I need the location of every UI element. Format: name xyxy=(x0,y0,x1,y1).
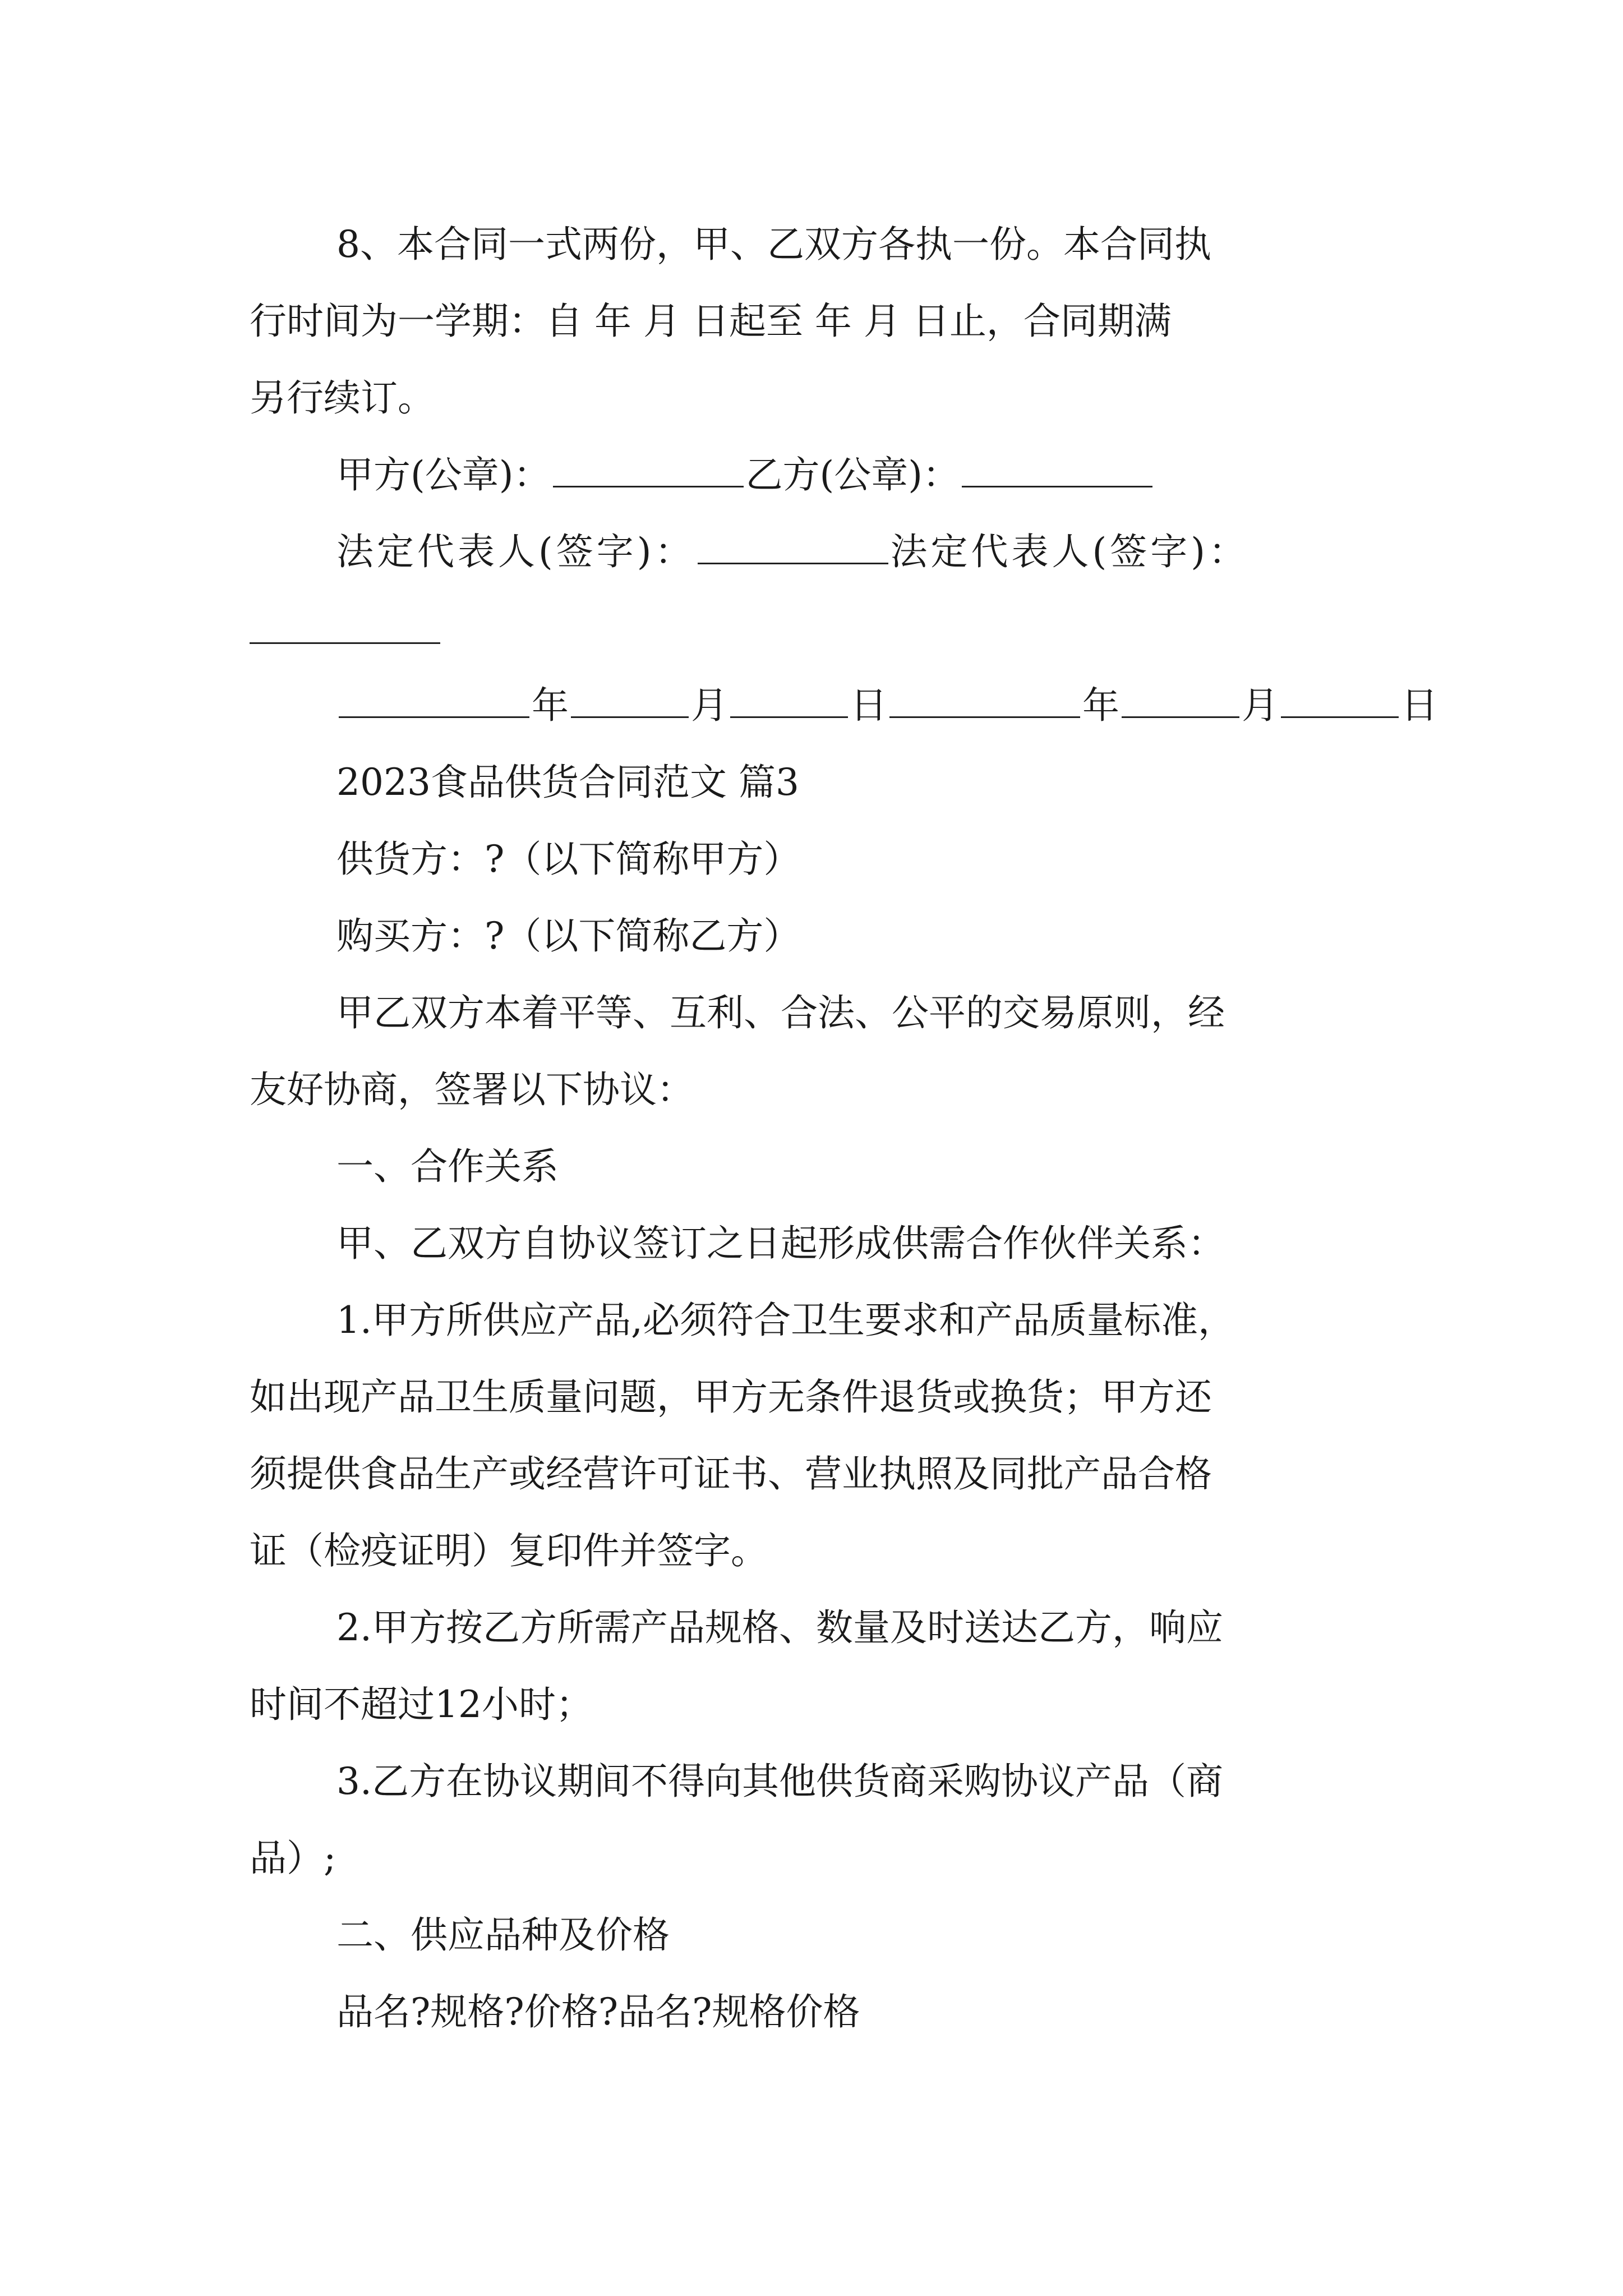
item-1-line-2: 如出现产品卫生质量问题，甲方无条件退货或换货；甲方还 xyxy=(250,1375,1212,1419)
party-a-day-blank xyxy=(730,688,848,718)
party-a-month-label: 月 xyxy=(691,684,728,727)
party-b-year-label: 年 xyxy=(1082,684,1119,727)
party-b-rep-blank xyxy=(250,642,440,644)
date-line xyxy=(336,684,1438,727)
supplier-line: 供货方：?（以下简称甲方） xyxy=(336,838,801,881)
intro-line-1: 甲乙双方本着平等、互利、合法、公平的交易原则，经 xyxy=(336,991,1225,1034)
party-a-month-blank xyxy=(571,688,689,718)
party-a-seal-blank xyxy=(553,458,744,487)
item-3-line-1: 3.乙方在协议期间不得向其他供货商采购协议产品（商 xyxy=(336,1760,1223,1803)
party-b-seal-label: 乙方(公章)： xyxy=(745,453,960,496)
item-1-line-4: 证（检疫证明）复印件并签字。 xyxy=(250,1529,768,1572)
cooperation-statement: 甲、乙双方自协议签订之日起形成供需合作伙伴关系： xyxy=(336,1222,1225,1265)
item-1-line-1: 1.甲方所供应产品,必须符合卫生要求和产品质量标准， xyxy=(336,1299,1235,1342)
item-1-line-3: 须提供食品生产或经营许可证书、营业执照及同批产品合格 xyxy=(250,1452,1212,1496)
product-table-header: 品名?规格?价格?品名?规格价格 xyxy=(336,1990,860,2033)
buyer-line: 购买方：?（以下简称乙方） xyxy=(336,914,801,958)
seal-line xyxy=(336,453,1155,496)
party-b-seal-blank xyxy=(962,458,1152,487)
section-title: 2023食品供货合同范文 篇3 xyxy=(336,761,799,804)
party-b-rep-label: 法定代表人(签字)： xyxy=(890,530,1249,573)
party-b-day-label: 日 xyxy=(1401,684,1438,727)
party-a-day-label: 日 xyxy=(850,684,887,727)
party-a-year-label: 年 xyxy=(532,684,569,727)
intro-line-2: 友好协商，签署以下协议： xyxy=(250,1068,694,1111)
clause-8-line-1: 8、本合同一式两份，甲、乙双方各执一份。本合同执 xyxy=(336,223,1211,266)
party-b-month-label: 月 xyxy=(1242,684,1279,727)
party-a-seal-label: 甲方(公章)： xyxy=(336,453,551,496)
item-3-line-2: 品）; xyxy=(250,1837,336,1880)
party-b-day-blank xyxy=(1281,688,1399,718)
heading-products-prices: 二、供应品种及价格 xyxy=(336,1913,670,1957)
party-b-month-blank xyxy=(1122,688,1239,718)
party-a-rep-blank xyxy=(698,535,888,564)
party-a-rep-label: 法定代表人(签字)： xyxy=(336,530,695,573)
clause-8-line-2: 行时间为一学期：自 年 月 日起至 年 月 日止，合同期满 xyxy=(250,300,1172,343)
item-2-line-2: 时间不超过12小时； xyxy=(250,1683,593,1726)
item-2-line-1: 2.甲方按乙方所需产品规格、数量及时送达乙方，响应 xyxy=(336,1606,1223,1649)
party-a-year-blank xyxy=(339,688,529,718)
party-b-year-blank xyxy=(889,688,1080,718)
clause-8-line-3: 另行续订。 xyxy=(250,376,435,420)
heading-cooperation: 一、合作关系 xyxy=(336,1145,559,1188)
representative-line xyxy=(336,530,1249,573)
